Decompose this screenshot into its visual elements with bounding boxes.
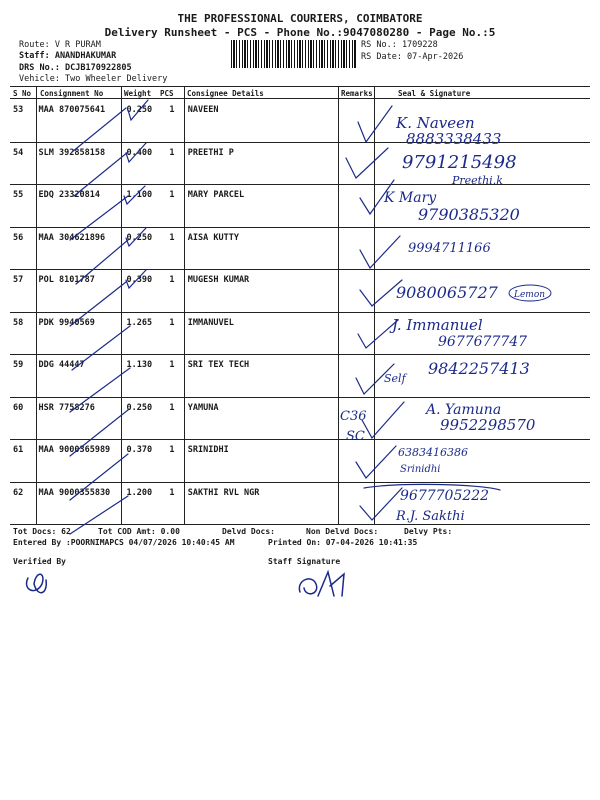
row-sno — [10, 99, 39, 142]
row-consignee — [182, 142, 335, 185]
row-pcs-text: 1 — [169, 487, 175, 498]
row-consignment-no-text: MAA 9000355830 — [38, 487, 111, 498]
col-header-weight: Weight — [124, 89, 152, 98]
row-remarks — [335, 397, 379, 440]
row-weight — [123, 227, 163, 270]
row-signature — [378, 269, 590, 312]
row-weight-text: 0.250 — [126, 232, 153, 243]
row-remarks — [335, 354, 379, 397]
handwritten-phone: 9994711166 — [408, 241, 491, 256]
row-pcs-text: 1 — [169, 275, 175, 285]
row-consignee-text: SRINIDHI — [187, 445, 229, 455]
handwritten-phone: 9842257413 — [428, 359, 530, 378]
row-rule — [10, 312, 590, 313]
handwritten-remark: Self — [384, 372, 406, 385]
row-consignee — [182, 184, 335, 227]
row-weight — [123, 354, 163, 397]
row-weight — [123, 482, 163, 525]
row-remarks — [335, 99, 379, 142]
col-header-sno: S No — [13, 89, 32, 98]
row-sno-text: 54 — [13, 147, 24, 158]
verified-by-signature — [27, 574, 47, 592]
handwritten-phone: 8883338433 — [406, 130, 502, 148]
row-weight — [123, 99, 163, 142]
row-remarks — [335, 269, 379, 312]
row-consignee-text: SAKTHI RVL NGR — [187, 487, 260, 498]
row-sno — [10, 227, 39, 270]
row-consignee — [182, 397, 335, 440]
row-consignment-no-text: DDG 44447 — [38, 360, 85, 370]
row-consignment-no — [39, 227, 123, 270]
row-remarks — [335, 482, 379, 525]
table-row — [10, 269, 590, 312]
row-sno-text: 56 — [13, 232, 24, 243]
row-weight — [123, 397, 163, 440]
row-remarks — [335, 439, 379, 482]
handwritten-phone: 9791215498 — [402, 152, 517, 173]
row-remarks — [335, 184, 379, 227]
row-pcs-text: 1 — [169, 317, 175, 328]
handwritten-phone: 6383416386 — [398, 446, 468, 459]
row-consignee-text: AISA KUTTY — [187, 232, 239, 243]
table-row — [10, 312, 590, 355]
handwritten-phone: 9790385320 — [418, 205, 520, 224]
runsheet-subtitle: Delivery Runsheet - PCS - Phone No.:9047080280 - Page No.:5 — [104, 26, 496, 39]
row-pcs — [162, 99, 182, 142]
row-weight-text: 1.200 — [126, 487, 153, 498]
row-sno-text: 53 — [13, 105, 24, 115]
row-weight-text: 1.130 — [126, 360, 153, 370]
row-sno-text: 55 — [13, 190, 24, 200]
row-consignment-no-text: MAA 9000365989 — [38, 445, 111, 455]
row-weight-text: 0.390 — [126, 275, 153, 285]
row-consignee-text: IMMANUVEL — [187, 317, 234, 328]
row-pcs-text: 1 — [169, 360, 175, 370]
row-consignment-no-text: POL 8101787 — [38, 275, 95, 285]
row-consignment-no-text: MAA 304621896 — [38, 232, 106, 243]
row-consignee-text: SRI TEX TECH — [187, 360, 250, 370]
table-row — [10, 184, 590, 227]
handwritten-phone: 9677677747 — [438, 334, 528, 350]
row-sno — [10, 269, 39, 312]
row-pcs — [162, 227, 182, 270]
col-header-consignee: Consignee Details — [187, 89, 264, 98]
row-sno-text: 58 — [13, 317, 24, 328]
row-rule — [10, 439, 590, 440]
row-consignee-text: NAVEEN — [187, 105, 219, 115]
row-consignment-no — [39, 142, 123, 185]
table-row — [10, 99, 590, 142]
row-consignment-no — [39, 354, 123, 397]
handwritten-phone: 9080065727 — [396, 283, 498, 302]
handwritten-name: R.J. Sakthi — [396, 509, 465, 524]
row-sno-text: 59 — [13, 360, 24, 370]
row-consignee — [182, 482, 335, 525]
table-top-rule — [10, 86, 590, 87]
row-rule — [10, 482, 590, 483]
row-sno — [10, 439, 39, 482]
row-sno — [10, 354, 39, 397]
handwritten-phone: 9677705222 — [400, 488, 490, 504]
delivery-points: Delvy Pts: — [404, 527, 453, 536]
row-weight — [123, 142, 163, 185]
table-row — [10, 142, 590, 185]
row-consignee — [182, 354, 335, 397]
table-row — [10, 439, 590, 482]
row-consignment-no — [39, 99, 123, 142]
staff-label: Staff: ANANDHAKUMAR — [19, 51, 117, 61]
handwritten-remark: SC — [346, 429, 365, 444]
row-consignee-text: YAMUNA — [187, 402, 219, 413]
row-consignment-no — [39, 269, 123, 312]
row-rule — [10, 354, 590, 355]
row-pcs — [162, 312, 182, 355]
row-consignment-no — [39, 482, 123, 525]
row-pcs — [162, 184, 182, 227]
delivered-docs: Delvd Docs: — [222, 527, 275, 536]
row-signature — [378, 354, 590, 397]
row-pcs — [162, 482, 182, 525]
row-pcs-text: 1 — [169, 105, 175, 115]
row-consignee — [182, 269, 335, 312]
table-row — [10, 482, 590, 525]
row-signature — [378, 482, 590, 525]
rs-date: RS Date: 07-Apr-2026 — [361, 52, 464, 62]
row-weight — [123, 269, 163, 312]
handwritten-name: J. Immanuel — [392, 316, 483, 334]
row-signature — [378, 312, 590, 355]
row-remarks — [335, 312, 379, 355]
row-consignee-text: MUGESH KUMAR — [187, 275, 250, 285]
row-signature — [378, 184, 590, 227]
handwritten-name: A. Yamuna — [426, 402, 502, 418]
row-signature — [378, 397, 590, 440]
col-header-seal: Seal & Signature — [398, 89, 471, 98]
row-sno — [10, 184, 39, 227]
barcode — [231, 40, 357, 68]
row-sno — [10, 312, 39, 355]
row-pcs-text: 1 — [169, 147, 175, 158]
row-pcs — [162, 269, 182, 312]
row-consignment-no-text: SLM 392858158 — [38, 147, 106, 158]
row-signature — [378, 439, 590, 482]
row-rule — [10, 227, 590, 228]
row-remarks — [335, 227, 379, 270]
row-remarks — [335, 142, 379, 185]
row-signature — [378, 142, 590, 185]
verified-by-label: Verified By — [13, 557, 66, 566]
row-consignment-no — [39, 397, 123, 440]
row-weight-text: 1.100 — [126, 190, 153, 200]
row-consignment-no-text: PDK 9940569 — [38, 317, 95, 328]
handwritten-name: K Mary — [384, 190, 437, 206]
row-sno-text: 61 — [13, 445, 24, 455]
row-weight-text: 0.250 — [126, 105, 153, 115]
row-rule — [10, 269, 590, 270]
total-docs: Tot Docs: 62 — [13, 527, 71, 536]
row-weight-text: 0.250 — [126, 402, 153, 413]
row-consignee — [182, 99, 335, 142]
handwritten-name: K. Naveen — [396, 114, 475, 132]
table-row — [10, 354, 590, 397]
row-pcs — [162, 354, 182, 397]
table-row — [10, 227, 590, 270]
row-rule — [10, 142, 590, 143]
row-rule — [10, 184, 590, 185]
row-weight — [123, 184, 163, 227]
table-bottom-rule — [10, 524, 590, 525]
row-consignee — [182, 227, 335, 270]
non-delivered-docs: Non Delvd Docs: — [306, 527, 379, 536]
row-pcs — [162, 439, 182, 482]
staff-signature — [299, 572, 344, 596]
row-pcs — [162, 397, 182, 440]
drs-number: DRS No.: DCJB170922805 — [19, 63, 132, 73]
row-pcs — [162, 142, 182, 185]
row-consignment-no — [39, 312, 123, 355]
rs-number: RS No.: 1709228 — [361, 40, 438, 50]
row-consignment-no-text: EDQ 23320814 — [38, 190, 100, 200]
row-weight — [123, 312, 163, 355]
handwritten-phone: 9952298570 — [440, 416, 536, 434]
row-sno — [10, 482, 39, 525]
row-consignee-text: MARY PARCEL — [187, 190, 245, 200]
table-row — [10, 397, 590, 440]
entered-by: Entered By :POORNIMAPCS 04/07/2026 10:40:45 AM — [13, 538, 235, 547]
total-cod-amount: Tot COD Amt: 0.00 — [98, 527, 180, 536]
printed-on: Printed On: 07-04-2026 10:41:35 — [268, 538, 418, 547]
row-signature — [378, 227, 590, 270]
row-sno — [10, 397, 39, 440]
handwritten-name: Preethi.k — [452, 174, 503, 187]
row-consignment-no — [39, 184, 123, 227]
vehicle-label: Vehicle: Two Wheeler Delivery — [19, 74, 168, 84]
row-weight — [123, 439, 163, 482]
row-pcs-text: 1 — [169, 402, 175, 413]
svg-text:Lemon: Lemon — [514, 290, 546, 300]
staff-signature-label: Staff Signature — [268, 557, 341, 566]
row-sno-text: 62 — [13, 487, 24, 498]
row-consignee — [182, 439, 335, 482]
handwritten-remark: C36 — [340, 409, 367, 424]
row-weight-text: 1.265 — [126, 317, 153, 328]
company-title: THE PROFESSIONAL COURIERS, COIMBATORE — [177, 12, 423, 25]
row-pcs-text: 1 — [169, 445, 175, 455]
row-consignee-text: PREETHI P — [187, 147, 234, 158]
col-header-consignment: Consignment No — [40, 89, 104, 98]
row-consignment-no — [39, 439, 123, 482]
row-sno-text: 60 — [13, 402, 24, 413]
row-rule — [10, 397, 590, 398]
row-consignment-no-text: MAA 870075641 — [38, 105, 106, 115]
handwritten-name: Srinidhi — [400, 464, 441, 475]
row-sno — [10, 142, 39, 185]
col-header-pcs: PCS — [160, 89, 174, 98]
row-pcs-text: 1 — [169, 190, 175, 200]
route-label: Route: V R PURAM — [19, 40, 101, 50]
row-weight-text: 0.400 — [126, 147, 153, 158]
row-pcs-text: 1 — [169, 232, 175, 243]
row-signature — [378, 99, 590, 142]
row-consignment-no-text: HSR 7758276 — [38, 402, 95, 413]
col-header-remarks: Remarks — [341, 89, 373, 98]
row-weight-text: 0.370 — [126, 445, 153, 455]
row-sno-text: 57 — [13, 275, 24, 285]
row-consignee — [182, 312, 335, 355]
